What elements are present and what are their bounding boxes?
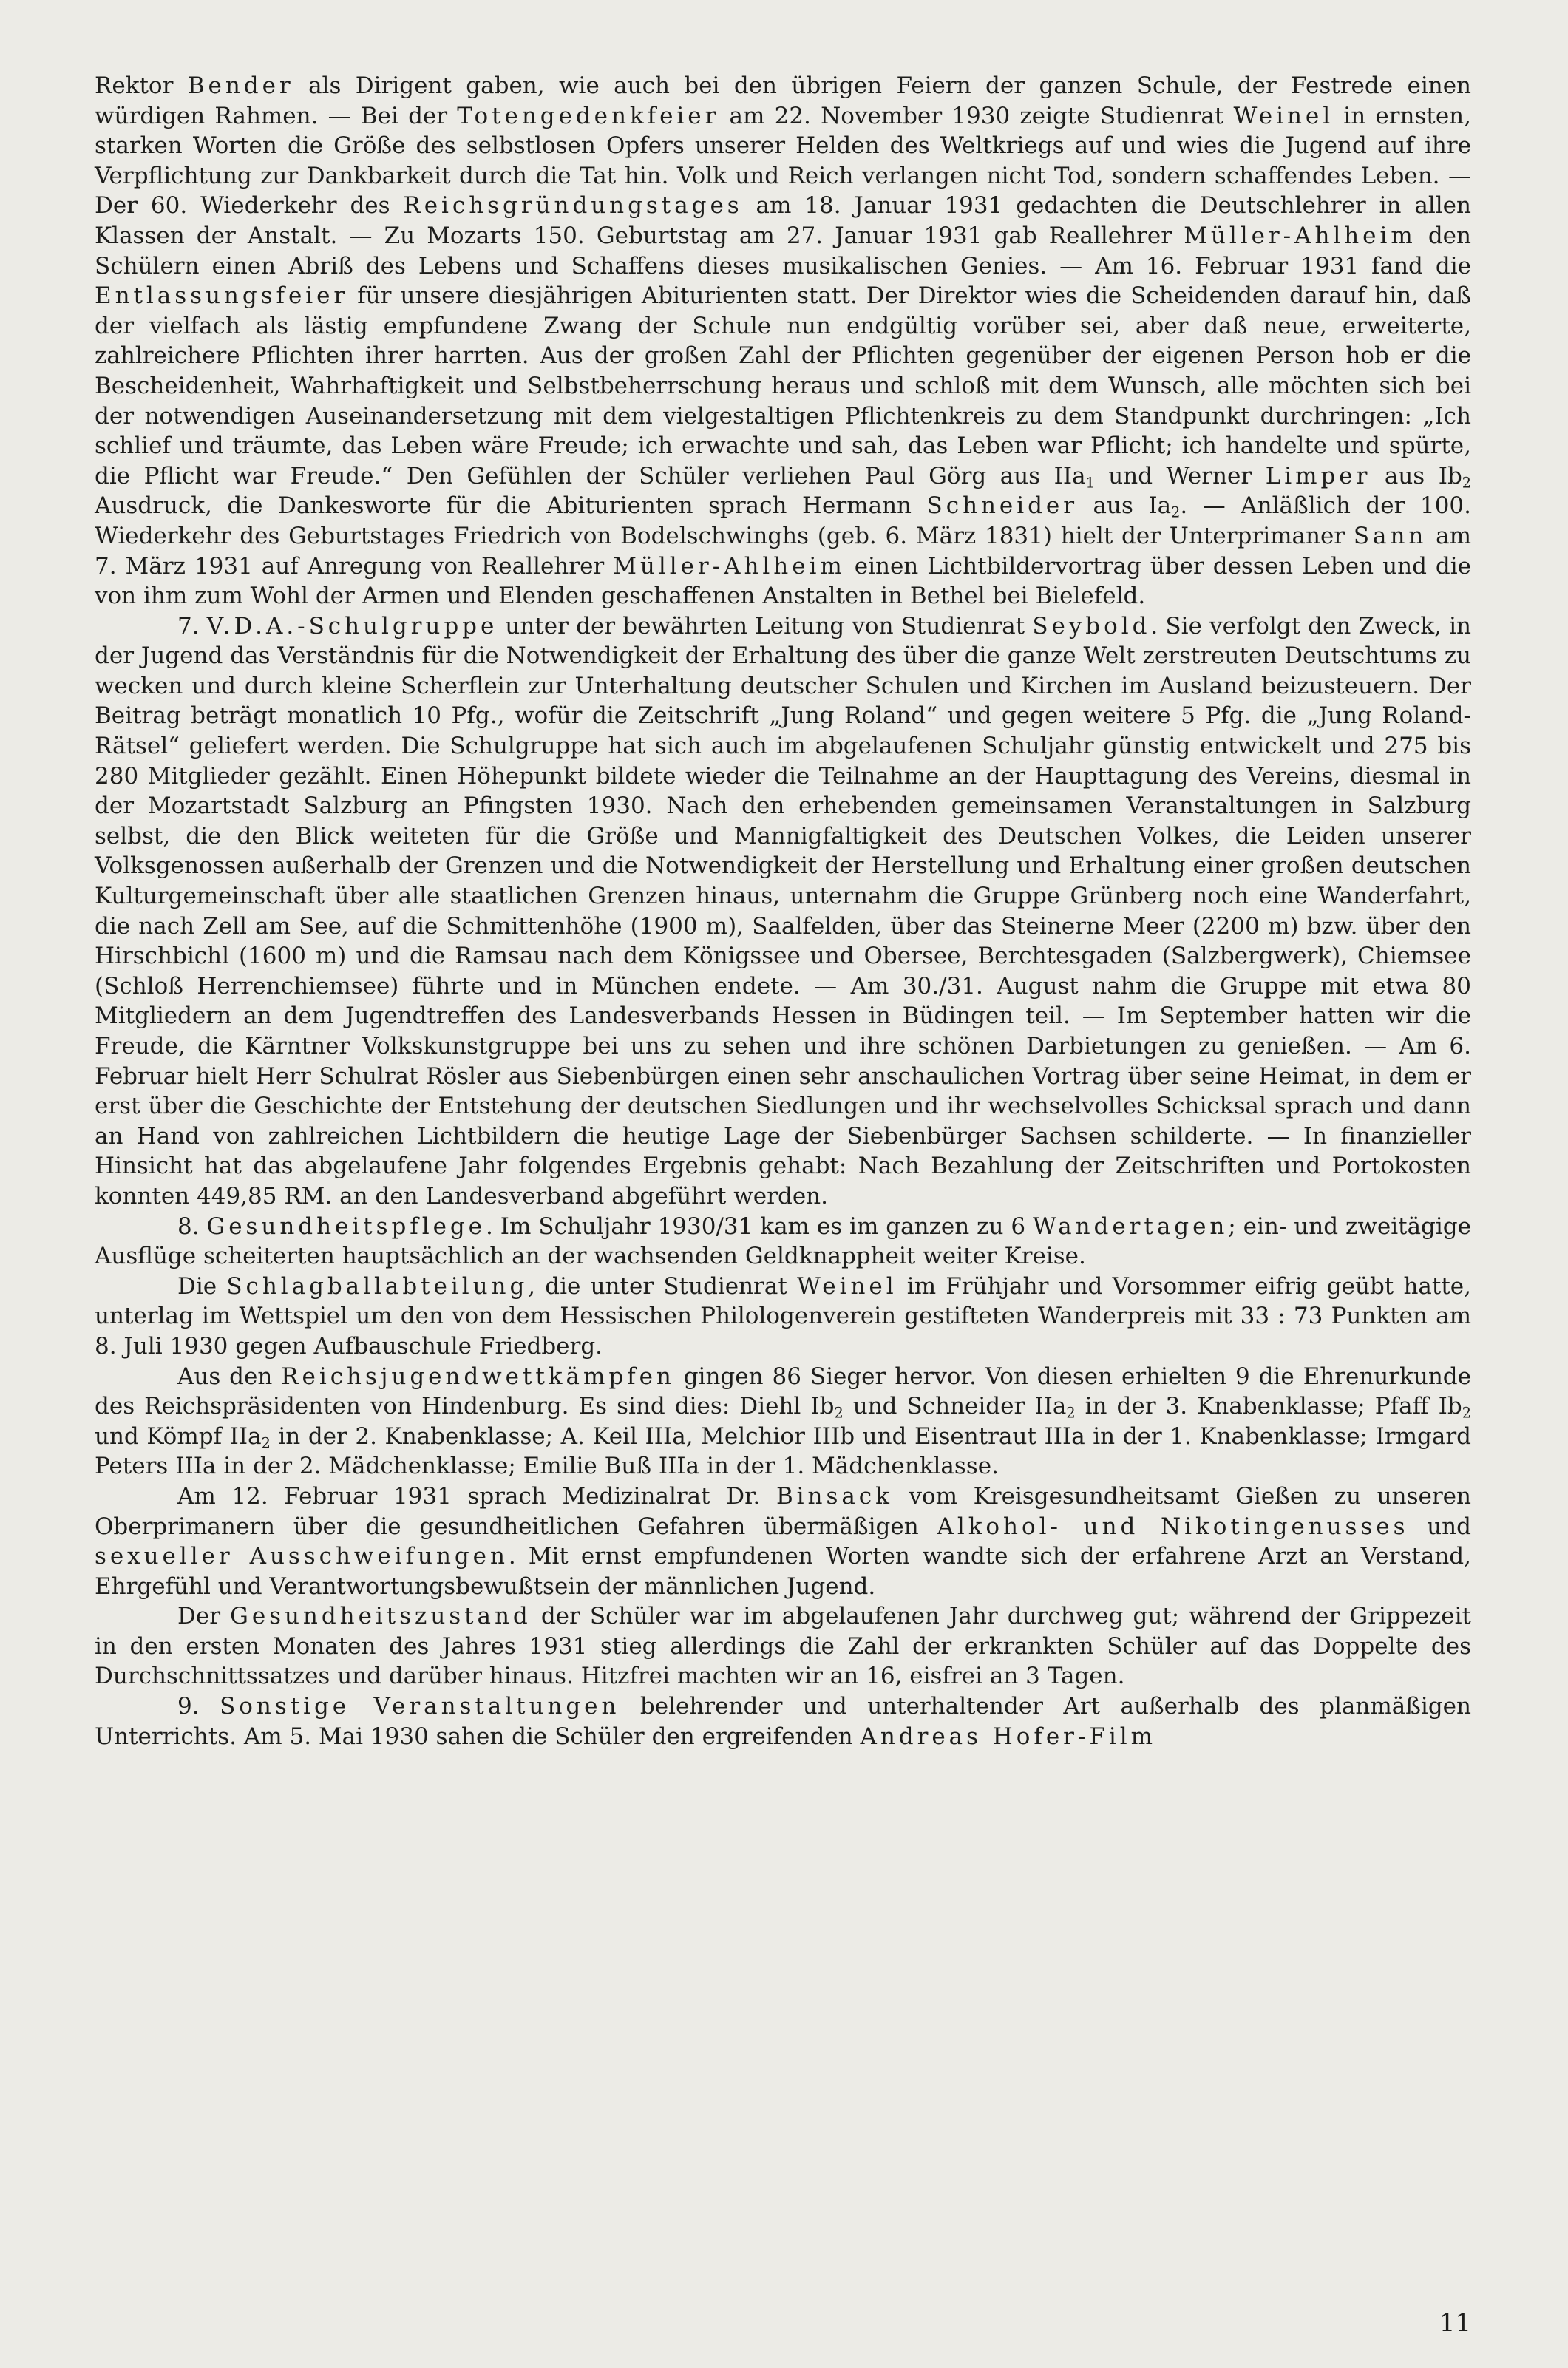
text-run: in der 3. Knabenklasse; Pfaff Ib <box>1075 1393 1462 1420</box>
text-run: Die <box>177 1272 227 1300</box>
text-run: Am 12. Februar 1931 sprach Medizinalrat Dr. <box>177 1482 776 1510</box>
spaced-emphasis: Limper <box>1265 462 1371 489</box>
spaced-emphasis: sexueller Ausschweifungen <box>95 1543 509 1570</box>
paragraph-gesundheitspflege <box>95 1212 1471 1272</box>
spaced-emphasis: Weinel <box>1233 102 1334 129</box>
text-run: 8. <box>177 1212 207 1240</box>
text-run: Ausdruck, die Dankesworte für die Abiturienten sprach Hermann <box>95 492 927 520</box>
text-run: ; ein- und zweitägige Ausflüge scheiterten hauptsächlich an der wachsenden Geldknappheit weiter Kreise. <box>95 1212 1472 1270</box>
spaced-emphasis: Wandertagen <box>1033 1212 1229 1240</box>
text-run: am 18. Januar 1931 gedachten die Deutschlehrer in allen Klassen der Anstalt. — Zu Mozarts 150. Geburtstag am 27. Januar 1931 gab Reallehrer <box>95 192 1471 249</box>
paragraph-gesundheitszustand <box>95 1601 1471 1692</box>
text-run: unter der bewährten Leitung von Studienrat <box>498 612 1033 640</box>
spaced-emphasis: Schneider <box>926 492 1078 520</box>
text-run: . Im Schuljahr 1930/31 kam es im ganzen zu 6 <box>486 1212 1034 1240</box>
text-run: für unsere diesjährigen Abiturienten statt. Der Direktor wies die Scheidenden darauf hin, daß der vielfach als lästig empfundene Zwang der Schule nun endgültig vorüber sei, aber daß neue, erweiterte, zahlreichere Pflichten ihrer harrten. Aus der großen Zahl der Pflichten gegenüber der eigenen Person hob er die Bescheidenheit, Wahrhaftigkeit und Selbstbeherrschung heraus und schloß mit dem Wunsch, alle möchten sich bei der notwendigen Auseinandersetzung mit dem vielgestaltigen Pflichtenkreis zu dem Standpunkt durchringen: „Ich schlief und träumte, das Leben wäre Freude; ich erwachte und sah, das Leben war Pflicht; ich handelte und spürte, die Pflicht war Freude.“ Den Gefühlen der Schüler verliehen Paul Görg aus IIa <box>95 282 1471 489</box>
paragraph-festivities <box>95 71 1471 611</box>
text-run: und <box>1408 1513 1471 1540</box>
text-run: 9. <box>177 1693 220 1720</box>
text-run: Der <box>177 1603 231 1630</box>
spaced-emphasis: Reichsgründungstages <box>403 192 743 220</box>
spaced-emphasis: Andreas Hofer-Film <box>860 1723 1156 1750</box>
text-run: . — Anläßlich der 100. Wiederkehr des Geburtstages Friedrich von Bodelschwinghs (geb. 6. März 1831) hielt der Unterprimaner <box>95 492 1471 549</box>
text-run: der Schüler war im abgelaufenen Jahr durchweg gut; während der Grippezeit in den ersten Monaten des Jahres 1931 stieg allerdings die Zahl der erkrankten Schüler auf das Doppelte des Durchschnittssatzes und darüber hinaus. Hitzfrei machten wir an 16, eisfrei an 3 Tagen. <box>95 1603 1472 1690</box>
subscript: 2 <box>261 1434 271 1452</box>
spaced-emphasis: Alkohol- und Nikotingenusses <box>937 1513 1409 1540</box>
subscript: 2 <box>834 1404 844 1422</box>
spaced-emphasis: Gesundheitszustand <box>230 1603 532 1630</box>
text-run: Aus den <box>177 1363 282 1390</box>
text-run: aus Ib <box>1371 462 1462 489</box>
text-run: im Frühjahr und Vorsommer eifrig geübt hatte, unterlag im Wettspiel um den von dem Hessischen Philologenverein gestifteten Wanderpreis mit 33 : 73 Punkten am 8. Juli 1930 gegen Aufbauschule Friedberg. <box>95 1272 1471 1360</box>
page-number: 11 <box>1439 2308 1471 2338</box>
paragraph-reichsjugendwettkaempfe <box>95 1362 1471 1482</box>
spaced-emphasis: Sonstige Veranstaltungen <box>220 1693 620 1720</box>
spaced-emphasis: Seybold <box>1032 612 1151 640</box>
text-run: belehrender und unterhaltender Art außerhalb des planmäßigen Unterrichts. Am 5. Mai 1930 sahen die Schüler den ergreifenden <box>95 1693 1471 1750</box>
text-run: einen Lichtbildervortrag über dessen Leben und die von ihm zum Wohl der Armen und Elenden geschaffenen Anstalten in Bethel bei Bielefeld. <box>95 552 1471 610</box>
spaced-emphasis: Reichsjugendwettkämpfen <box>281 1363 675 1390</box>
text-run: . Mit ernst empfundenen Worten wandte sich der erfahrene Arzt an Verstand, Ehrgefühl und Verantwortungsbewußtsein der männlichen Jugend. <box>95 1543 1471 1600</box>
text-run: in ernsten, starken Worten die Größe des selbstlosen Opfers unserer Helden des Weltkriegs auf und wies die Jugend auf ihre Verpflichtung zur Dankbarkeit durch die Tat hin. Volk und Reich verlangen nicht Tod, sondern schaffendes Leben. — Der 60. Wiederkehr des <box>95 102 1472 220</box>
subscript: 1 <box>1085 474 1095 492</box>
body-text <box>95 71 1471 1751</box>
subscript: 2 <box>1066 1404 1076 1422</box>
spaced-emphasis: V.D.A.-Schulgruppe <box>206 612 498 640</box>
spaced-emphasis: Weinel <box>797 1272 897 1300</box>
paragraph-vda-schulgruppe <box>95 611 1471 1212</box>
text-run: und Schneider IIa <box>843 1393 1067 1420</box>
paragraph-medical-lecture <box>95 1482 1471 1601</box>
text-run: aus Ia <box>1078 492 1172 520</box>
text-run: Rektor <box>95 72 188 99</box>
text-run: , die unter Studienrat <box>528 1272 797 1300</box>
subscript: 2 <box>1462 1404 1471 1422</box>
text-run: am 22. November 1930 zeigte Studienrat <box>719 102 1234 129</box>
spaced-emphasis: Müller-Ahlheim <box>1184 222 1416 249</box>
paragraph-sonstige-veranstaltungen <box>95 1692 1471 1751</box>
text-run: vom Kreisgesundheitsamt Gießen zu unseren Oberprimanern über die gesundheitlichen Gefahren übermäßigen <box>95 1482 1471 1540</box>
subscript: 2 <box>1462 474 1472 492</box>
spaced-emphasis: Bender <box>187 72 294 99</box>
spaced-emphasis: Binsack <box>775 1482 893 1510</box>
text-run: 7. <box>177 612 207 640</box>
text-run: in der 2. Knabenklasse; A. Keil IIIa, Melchior IIIb und Eisentraut IIIa in der 1. Knabenklasse; Irmgard Peters IIIa in der 2. Mädchenklasse; Emilie Buß IIIa in der 1. Mädchenklasse. <box>95 1422 1471 1480</box>
spaced-emphasis: Gesundheitspflege <box>206 1212 486 1240</box>
text-run: gingen 86 Sieger hervor. Von diesen erhielten 9 die Ehrenurkunde des Reichspräsidenten von Hindenburg. Es sind dies: Diehl Ib <box>95 1363 1471 1420</box>
text-run: am 7. März 1931 auf Anregung von Reallehrer <box>95 522 1471 580</box>
spaced-emphasis: Sann <box>1353 522 1428 549</box>
spaced-emphasis: Müller-Ahlheim <box>613 552 846 580</box>
text-run: den Schülern einen Abriß des Lebens und Schaffens dieses musikalischen Genies. — Am 16. Februar 1931 fand die <box>95 222 1471 279</box>
spaced-emphasis: Schlagballabteilung <box>226 1272 529 1300</box>
text-run: . Sie verfolgt den Zweck, in der Jugend das Verständnis für die Notwendigkeit der Erhaltung des über die ganze Welt zerstreuten Deutschtums zu wecken und durch kleine Scherflein zur Unterhaltung deutscher Schulen und Kirchen im Ausland beizusteuern. Der Beitrag beträgt monatlich 10 Pfg., wofür die Zeitschrift „Jung Roland“ und gegen weitere 5 Pfg. die „Jung Roland-Rätsel“ geliefert werden. Die Schulgruppe hat sich auch im abgelaufenen Schuljahr günstig entwickelt und 275 bis 280 Mitglieder gezählt. Einen Höhepunkt bildete wieder die Teilnahme an der Haupttagung des Vereins, diesmal in der Mozartstadt Salzburg an Pfingsten 1930. Nach den erhebenden gemeinsamen Veranstaltungen in Salzburg selbst, die den Blick weiteten für die Größe und Mannigfaltigkeit des Deutschen Volkes, die Leiden unserer Volksgenossen außerhalb der Grenzen und die Notwendigkeit der Herstellung und Erhaltung einer großen deutschen Kulturgemeinschaft über alle staatlichen Grenzen hinaus, unternahm die Gruppe Grünberg noch eine Wanderfahrt, die nach Zell am See, auf die Schmittenhöhe (1900 m), Saalfelden, über das Steinerne Meer (2200 m) bzw. über den Hirschbichl (1600 m) und die Ramsau nach dem Königssee und Obersee, Berchtesgaden (Salzbergwerk), Chiemsee (Schloß Herrenchiemsee) führte und in München endete. — Am 30./31. August nahm die Gruppe mit etwa 80 Mitgliedern an dem Jugendtreffen des Landesverbands Hessen in Büdingen teil. — Im September hatten wir die Freude, die Kärntner Volkskunstgruppe bei uns zu sehen und ihre schönen Darbietungen zu genießen. — Am 6. Februar hielt Herr Schulrat Rösler aus Siebenbürgen einen sehr anschaulichen Vortrag über seine Heimat, in dem er erst über die Geschichte der Entstehung der deutschen Siedlungen und ihr wechselvolles Schicksal sprach und dann an Hand von zahlreichen Lichtbildern die heutige Lage der Siebenbürger Sachsen schilderte. — In finanzieller Hinsicht hat das abgelaufene Jahr folgendes Ergebnis gehabt: Nach Bezahlung der Zeitschriften und Portokosten konnten 449,85 RM. an den Landesverband abgeführt werden. <box>95 612 1471 1210</box>
text-run: und Werner <box>1094 462 1266 489</box>
text-run: als Dirigent gaben, wie auch bei den übrigen Feiern der ganzen Schule, der Festrede einen würdigen Rahmen. — Bei der <box>95 72 1472 129</box>
spaced-emphasis: Totengedenkfeier <box>457 102 720 129</box>
spaced-emphasis: Entlassungsfeier <box>95 282 349 310</box>
text-run: und Kömpf IIa <box>95 1422 262 1450</box>
paragraph-schlagballabteilung <box>95 1272 1471 1362</box>
subscript: 2 <box>1171 503 1181 521</box>
